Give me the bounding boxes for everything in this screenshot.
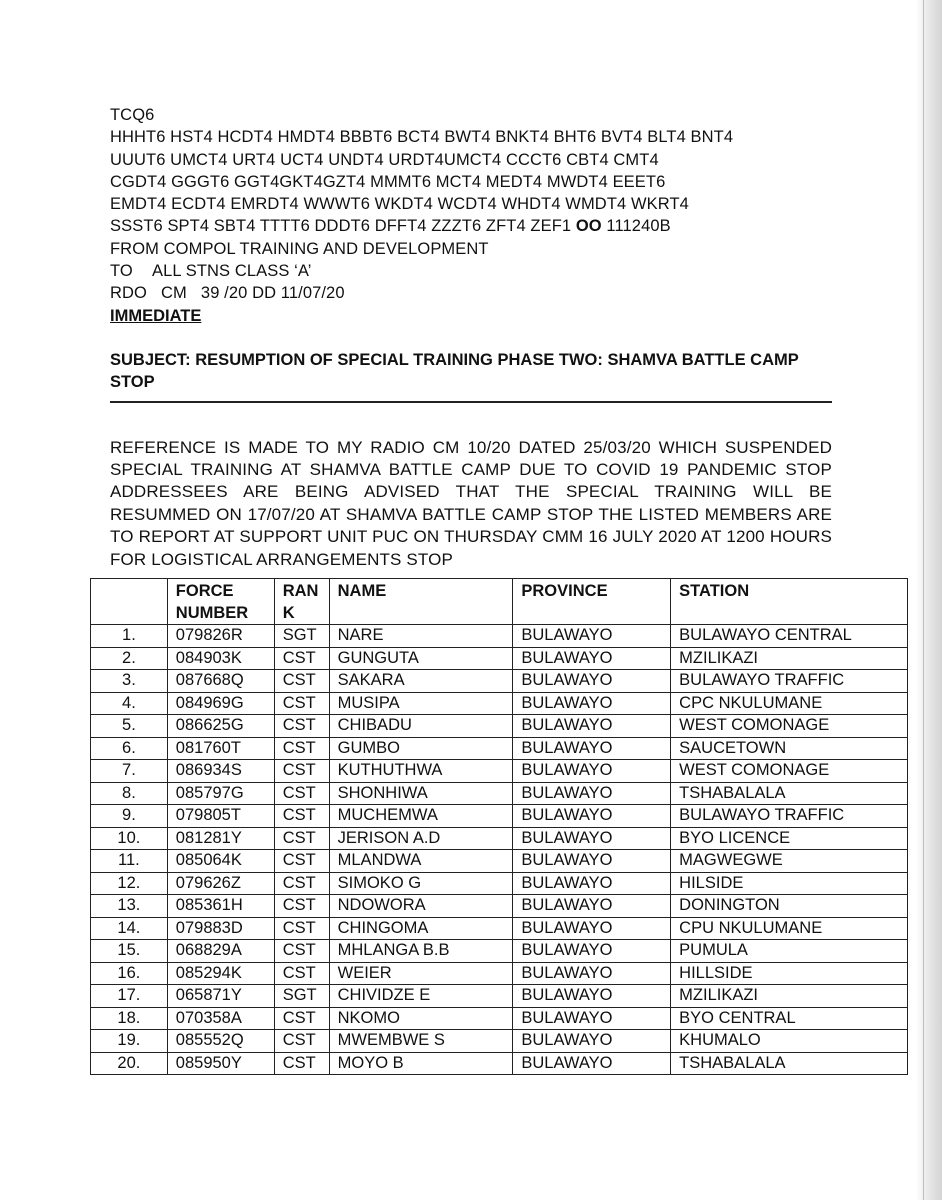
member-name-cell: NDOWORA (329, 895, 513, 918)
table-row (91, 917, 908, 940)
province-cell: BULAWAYO (513, 625, 671, 648)
row-number-cell: 15. (91, 940, 168, 963)
member-name-cell: MOYO B (329, 1052, 513, 1075)
station-cell: TSHABALALA (671, 782, 908, 805)
address-line-last (110, 215, 832, 237)
row-number-cell: 1. (91, 625, 168, 648)
province-cell: BULAWAYO (513, 940, 671, 963)
table-row (91, 760, 908, 783)
table-row (91, 985, 908, 1008)
province-cell: BULAWAYO (513, 827, 671, 850)
table-row (91, 715, 908, 738)
force-number-cell: 081281Y (167, 827, 274, 850)
address-line: UUUT6 UMCT4 URT4 UCT4 UNDT4 URDT4UMCT4 CCCT6 CBT4 CMT4 (110, 150, 659, 169)
table-row (91, 670, 908, 693)
member-name-cell: MWEMBWE S (329, 1030, 513, 1053)
address-line: EMDT4 ECDT4 EMRDT4 WWWT6 WKDT4 WCDT4 WHDT4 WMDT4 WKRT4 (110, 195, 689, 214)
force-number-cell: 086934S (167, 760, 274, 783)
province-cell: BULAWAYO (513, 670, 671, 693)
rank-cell: SGT (274, 985, 329, 1008)
rank-cell: CST (274, 715, 329, 738)
force-number-cell: 086625G (167, 715, 274, 738)
member-name-cell: NKOMO (329, 1007, 513, 1030)
member-name-cell: MUSIPA (329, 692, 513, 715)
row-number-cell: 5. (91, 715, 168, 738)
priority-heading: IMMEDIATE (110, 306, 202, 325)
rank-cell: CST (274, 1052, 329, 1075)
radio-message (110, 104, 832, 571)
header-force-line1: FORCE (175, 582, 234, 600)
row-number-cell: 16. (91, 962, 168, 985)
station-cell: BYO CENTRAL (671, 1007, 908, 1030)
table-row (91, 1007, 908, 1030)
station-cell: KHUMALO (671, 1030, 908, 1053)
header-rank-line2: K (282, 604, 295, 622)
row-number-cell: 10. (91, 827, 168, 850)
member-name-cell: CHIBADU (329, 715, 513, 738)
force-number-cell: 081760T (167, 737, 274, 760)
member-name-cell: NARE (329, 625, 513, 648)
force-number-cell: 085552Q (167, 1030, 274, 1053)
header-station: STATION (671, 579, 908, 625)
table-body (91, 625, 908, 1075)
station-cell: CPU NKULUMANE (671, 917, 908, 940)
station-cell: MZILIKAZI (671, 985, 908, 1008)
rank-cell: CST (274, 917, 329, 940)
from-line: FROM COMPOL TRAINING AND DEVELOPMENT (110, 239, 489, 258)
table-row (91, 850, 908, 873)
table-row (91, 625, 908, 648)
priority-code: OO (575, 217, 602, 236)
force-number-cell: 079826R (167, 625, 274, 648)
rank-cell: CST (274, 962, 329, 985)
page-edge-shadow (916, 0, 942, 1200)
routing-code: TCQ6 (110, 106, 155, 124)
station-cell: BULAWAYO CENTRAL (671, 625, 908, 648)
table-row (91, 962, 908, 985)
table-row (91, 805, 908, 828)
row-number-cell: 3. (91, 670, 168, 693)
province-cell: BULAWAYO (513, 760, 671, 783)
header-index (91, 579, 168, 625)
province-cell: BULAWAYO (513, 737, 671, 760)
station-cell: BULAWAYO TRAFFIC (671, 670, 908, 693)
members-table (90, 578, 908, 1075)
header-rank-line1: RAN (282, 582, 319, 600)
rank-cell: CST (274, 782, 329, 805)
table-row (91, 872, 908, 895)
rank-cell: CST (274, 827, 329, 850)
force-number-cell: 065871Y (167, 985, 274, 1008)
station-cell: MAGWEGWE (671, 850, 908, 873)
force-number-cell: 085361H (167, 895, 274, 918)
table-row (91, 827, 908, 850)
rank-cell: CST (274, 670, 329, 693)
table-row (91, 647, 908, 670)
message-body: REFERENCE IS MADE TO MY RADIO CM 10/20 DATED 25/03/20 WHICH SUSPENDED SPECIAL TRAINING AT SHAMVA BATTLE CAMP DUE TO COVID 19 PANDEMIC STOP ADDRESSEES ARE BEING ADVISED THAT THE SPECIAL TRAINING WILL BE RESUMMED ON 17/07/20 AT SHAMVA BATTLE CAMP STOP THE LISTED MEMBERS ARE TO REPORT AT SUPPORT UNIT PUC ON THURSDAY CMM 16 JULY 2020 AT 1200 HOURS FOR LOGISTICAL ARRANGEMENTS STOP (110, 437, 832, 569)
station-cell: MZILIKAZI (671, 647, 908, 670)
table-row (91, 737, 908, 760)
row-number-cell: 12. (91, 872, 168, 895)
force-number-cell: 085950Y (167, 1052, 274, 1075)
province-cell: BULAWAYO (513, 850, 671, 873)
member-name-cell: CHIVIDZE E (329, 985, 513, 1008)
province-cell: BULAWAYO (513, 692, 671, 715)
address-line: CGDT4 GGGT6 GGT4GKT4GZT4 MMMT6 MCT4 MEDT4 MWDT4 EEET6 (110, 172, 666, 191)
member-name-cell: MHLANGA B.B (329, 940, 513, 963)
force-number-cell: 084903K (167, 647, 274, 670)
table-header-row (91, 579, 908, 625)
header-name: NAME (329, 579, 513, 625)
table-row (91, 940, 908, 963)
row-number-cell: 17. (91, 985, 168, 1008)
table-row (91, 895, 908, 918)
to-line (110, 260, 832, 282)
station-cell: DONINGTON (671, 895, 908, 918)
force-number-cell: 085797G (167, 782, 274, 805)
row-number-cell: 19. (91, 1030, 168, 1053)
rank-cell: CST (274, 805, 329, 828)
province-cell: BULAWAYO (513, 647, 671, 670)
province-cell: BULAWAYO (513, 1007, 671, 1030)
rdo-line: RDO CM 39 /20 DD 11/07/20 (110, 284, 345, 303)
station-cell: TSHABALALA (671, 1052, 908, 1075)
station-cell: WEST COMONAGE (671, 760, 908, 783)
header-province: PROVINCE (513, 579, 671, 625)
member-name-cell: MLANDWA (329, 850, 513, 873)
member-name-cell: CHINGOMA (329, 917, 513, 940)
to-value: ALL STNS CLASS ‘A’ (152, 262, 312, 281)
member-name-cell: GUNGUTA (329, 647, 513, 670)
member-name-cell: JERISON A.D (329, 827, 513, 850)
member-name-cell: WEIER (329, 962, 513, 985)
row-number-cell: 11. (91, 850, 168, 873)
force-number-cell: 079626Z (167, 872, 274, 895)
table-row (91, 782, 908, 805)
page-edge-line (923, 0, 924, 1200)
province-cell: BULAWAYO (513, 895, 671, 918)
station-cell: BULAWAYO TRAFFIC (671, 805, 908, 828)
row-number-cell: 2. (91, 647, 168, 670)
row-number-cell: 4. (91, 692, 168, 715)
member-name-cell: MUCHEMWA (329, 805, 513, 828)
rank-cell: CST (274, 692, 329, 715)
header-rank (274, 579, 329, 625)
province-cell: BULAWAYO (513, 872, 671, 895)
province-cell: BULAWAYO (513, 962, 671, 985)
station-cell: PUMULA (671, 940, 908, 963)
force-number-cell: 079805T (167, 805, 274, 828)
rank-cell: CST (274, 940, 329, 963)
routing-header (110, 104, 832, 305)
row-number-cell: 13. (91, 895, 168, 918)
rank-cell: CST (274, 737, 329, 760)
province-cell: BULAWAYO (513, 985, 671, 1008)
table-row (91, 1030, 908, 1053)
force-number-cell: 085064K (167, 850, 274, 873)
province-cell: BULAWAYO (513, 1030, 671, 1053)
member-name-cell: GUMBO (329, 737, 513, 760)
row-number-cell: 6. (91, 737, 168, 760)
force-number-cell: 070358A (167, 1007, 274, 1030)
rank-cell: CST (274, 1030, 329, 1053)
row-number-cell: 8. (91, 782, 168, 805)
member-name-cell: SAKARA (329, 670, 513, 693)
province-cell: BULAWAYO (513, 782, 671, 805)
row-number-cell: 14. (91, 917, 168, 940)
station-cell: HILSIDE (671, 872, 908, 895)
row-number-cell: 20. (91, 1052, 168, 1075)
member-name-cell: SHONHIWA (329, 782, 513, 805)
row-number-cell: 9. (91, 805, 168, 828)
force-number-cell: 068829A (167, 940, 274, 963)
table-row (91, 1052, 908, 1075)
rank-cell: CST (274, 760, 329, 783)
member-name-cell: KUTHUTHWA (329, 760, 513, 783)
station-cell: SAUCETOWN (671, 737, 908, 760)
subject-line: SUBJECT: RESUMPTION OF SPECIAL TRAINING PHASE TWO: SHAMVA BATTLE CAMP STOP (110, 349, 832, 403)
rank-cell: CST (274, 850, 329, 873)
force-number-cell: 079883D (167, 917, 274, 940)
force-number-cell: 087668Q (167, 670, 274, 693)
province-cell: BULAWAYO (513, 1052, 671, 1075)
to-label: TO (110, 262, 133, 281)
header-force-number (167, 579, 274, 625)
address-line: HHHT6 HST4 HCDT4 HMDT4 BBBT6 BCT4 BWT4 BNKT4 BHT6 BVT4 BLT4 BNT4 (110, 128, 734, 147)
member-name-cell: SIMOKO G (329, 872, 513, 895)
address-line-prefix: SSST6 SPT4 SBT4 TTTT6 DDDT6 DFFT4 ZZZT6 ZFT4 ZEF1 (110, 217, 572, 236)
province-cell: BULAWAYO (513, 715, 671, 738)
rank-cell: CST (274, 872, 329, 895)
row-number-cell: 18. (91, 1007, 168, 1030)
rank-cell: SGT (274, 625, 329, 648)
station-cell: CPC NKULUMANE (671, 692, 908, 715)
station-cell: WEST COMONAGE (671, 715, 908, 738)
province-cell: BULAWAYO (513, 917, 671, 940)
rank-cell: CST (274, 895, 329, 918)
force-number-cell: 084969G (167, 692, 274, 715)
header-force-line2: NUMBER (175, 604, 249, 622)
rank-cell: CST (274, 1007, 329, 1030)
station-cell: BYO LICENCE (671, 827, 908, 850)
province-cell: BULAWAYO (513, 805, 671, 828)
datetime-group: 111240B (606, 217, 671, 236)
station-cell: HILLSIDE (671, 962, 908, 985)
force-number-cell: 085294K (167, 962, 274, 985)
rank-cell: CST (274, 647, 329, 670)
row-number-cell: 7. (91, 760, 168, 783)
table-row (91, 692, 908, 715)
